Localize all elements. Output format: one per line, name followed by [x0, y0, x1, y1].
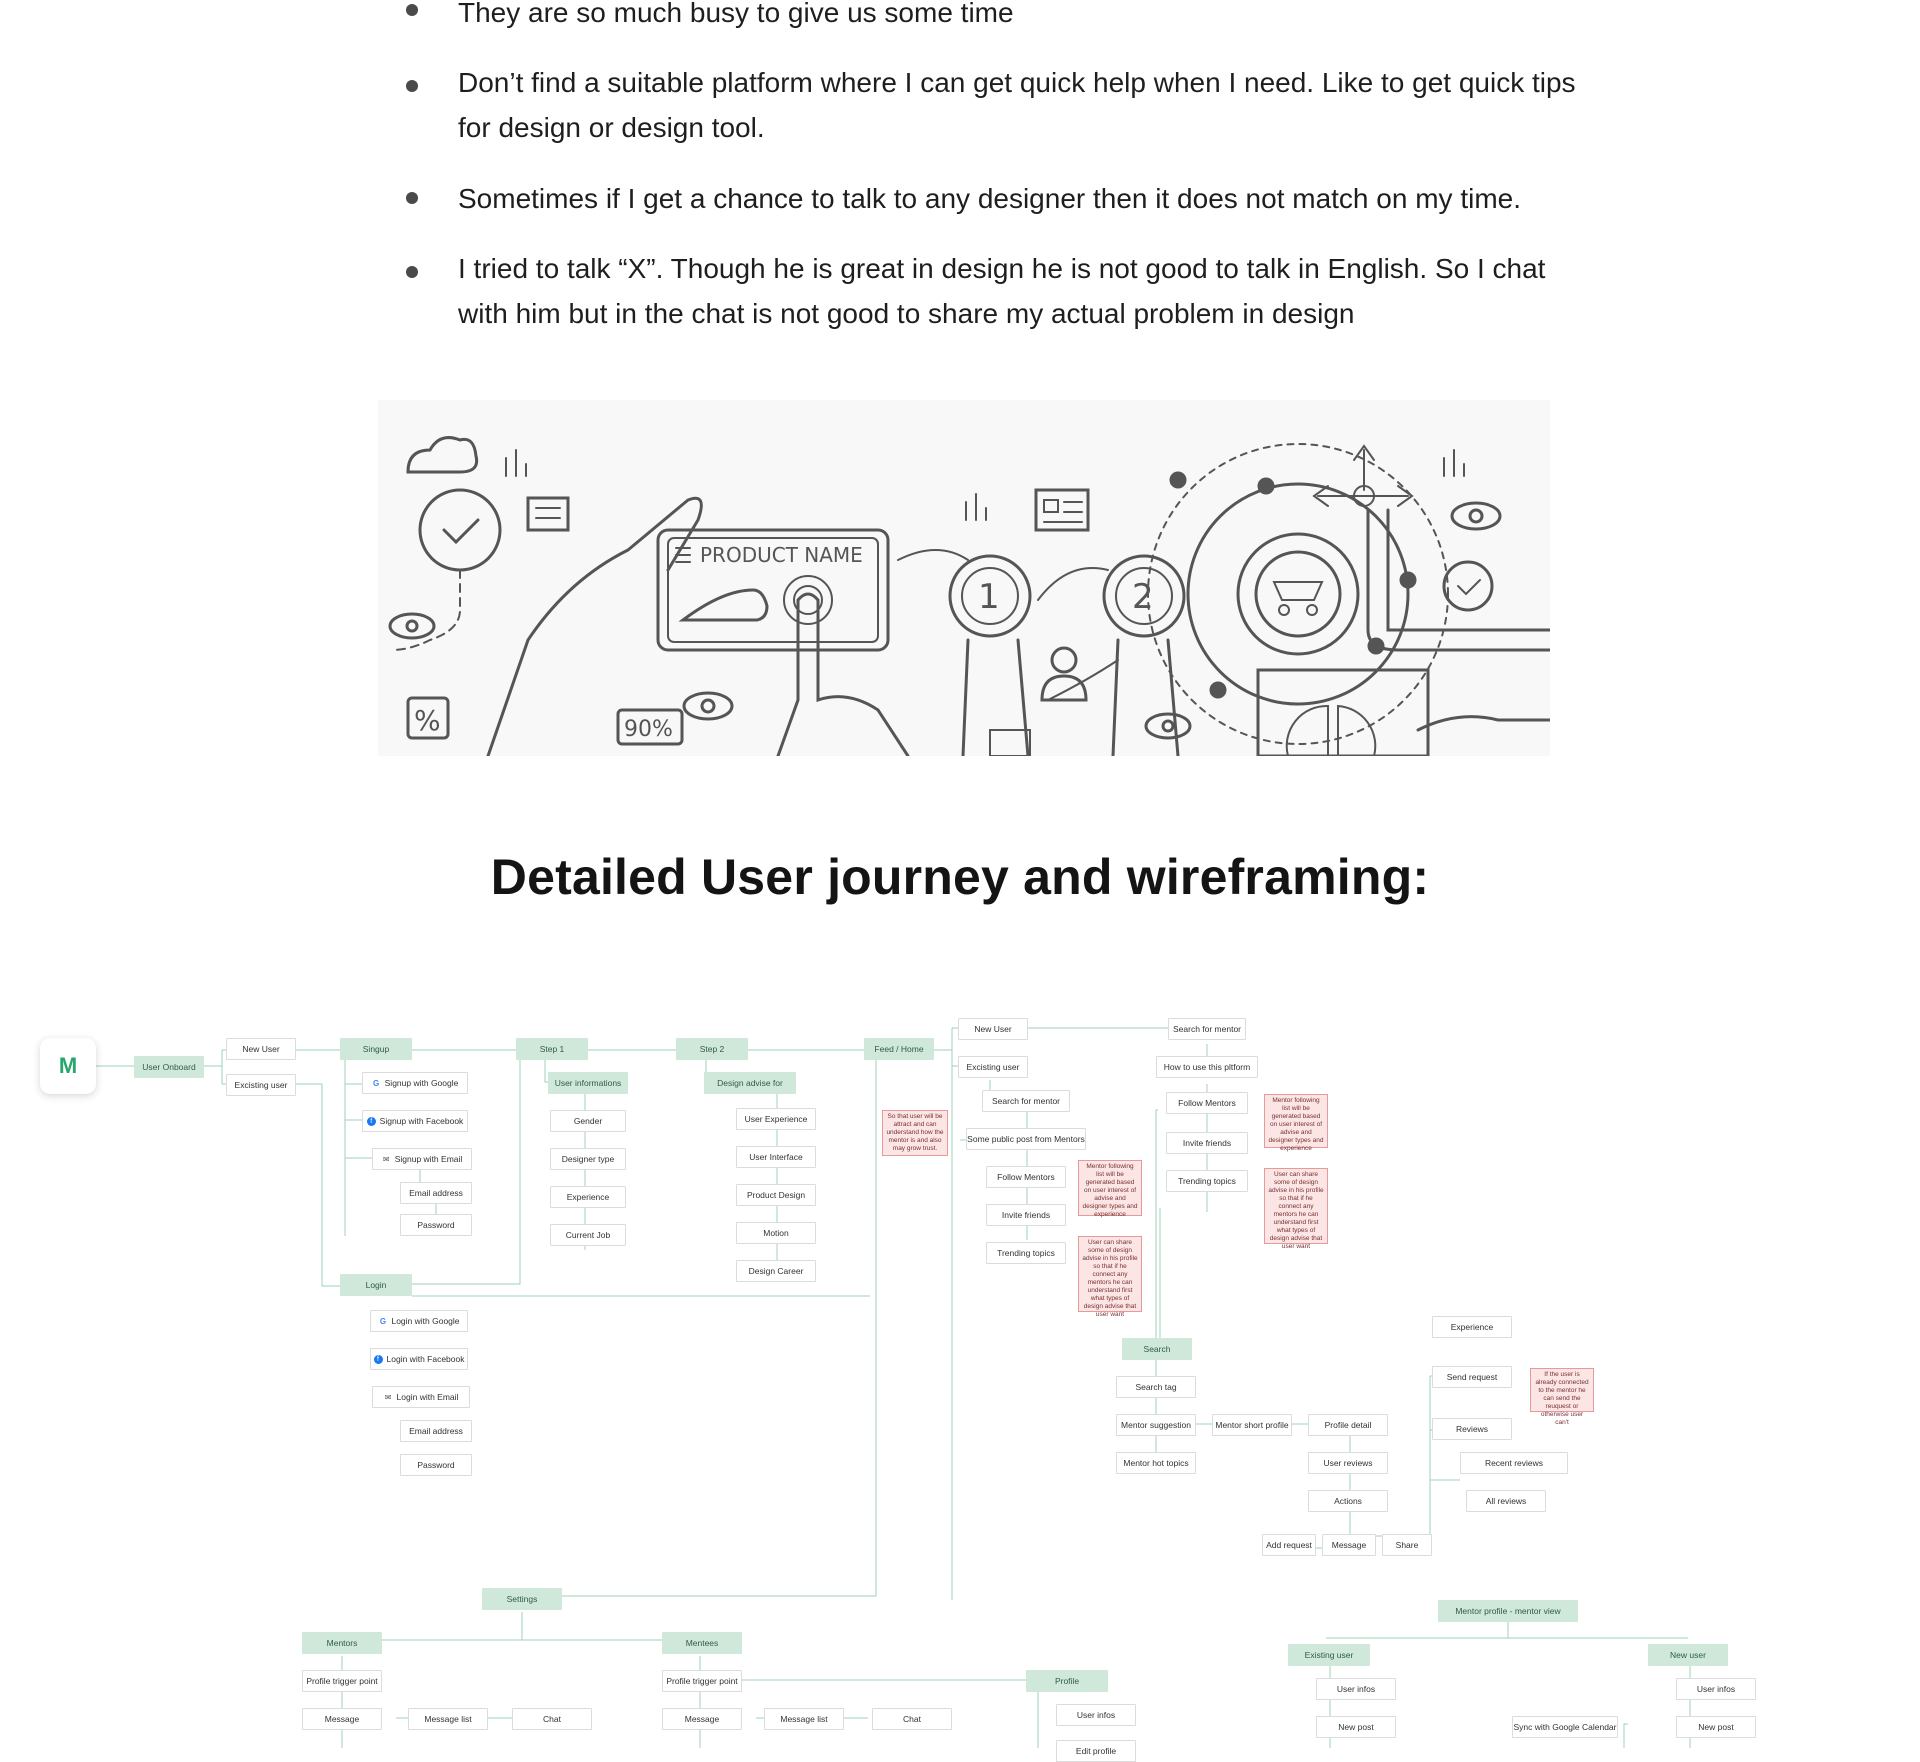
- node-user-infos: User infos: [1056, 1704, 1136, 1726]
- node-email-address: Email address: [400, 1420, 472, 1442]
- node-mentor-short-profile: Mentor short profile: [1212, 1414, 1292, 1436]
- node-password: Password: [400, 1214, 472, 1236]
- node-recent-reviews: Recent reviews: [1460, 1452, 1568, 1474]
- node-new-user: New user: [1648, 1644, 1728, 1666]
- node-message-list: Message list: [764, 1708, 844, 1730]
- node-follow-mentors: Follow Mentors: [986, 1166, 1066, 1188]
- node-follow-mentors: Follow Mentors: [1166, 1092, 1248, 1114]
- note-follow-list: Mentor following list will be generated based on user interest of advise and designer types and experience: [1078, 1160, 1142, 1216]
- node-search-for-mentor: Search for mentor: [982, 1090, 1070, 1112]
- node-reviews: Reviews: [1432, 1418, 1512, 1440]
- node-signup: Singup: [340, 1038, 412, 1060]
- node-signup-email: ✉ Signup with Email: [372, 1148, 472, 1170]
- node-chat: Chat: [872, 1708, 952, 1730]
- node-search-tag: Search tag: [1116, 1376, 1196, 1398]
- cart-icon: [1274, 582, 1322, 615]
- eye-icon: [390, 614, 434, 638]
- node-actions: Actions: [1308, 1490, 1388, 1512]
- node-mentor-suggestion: Mentor suggestion: [1116, 1414, 1196, 1436]
- node-signup-google: G Signup with Google: [362, 1072, 468, 1094]
- node-mentor-hot-topics: Mentor hot topics: [1116, 1452, 1196, 1474]
- document-icon: [528, 498, 568, 530]
- node-share: Share: [1382, 1534, 1432, 1556]
- node-how-to-use: How to use this pltform: [1156, 1056, 1258, 1078]
- node-mentees: Mentees: [662, 1632, 742, 1654]
- node-email-address: Email address: [400, 1182, 472, 1204]
- node-profile-detail: Profile detail: [1308, 1414, 1388, 1436]
- note-already-connected: If the user is already connected to the mentor he can send the reuquest or otherwise user can't: [1530, 1368, 1594, 1412]
- eye-icon: [1452, 503, 1500, 529]
- node-new-user: New User: [958, 1018, 1028, 1040]
- check-circle-icon: [420, 490, 500, 570]
- node-public-post: Some public post from Mentors: [966, 1128, 1086, 1150]
- svg-text:%: %: [414, 704, 441, 737]
- node-profile-trigger: Profile trigger point: [662, 1670, 742, 1692]
- bullet-icon: [406, 4, 418, 16]
- section-title: Detailed User journey and wireframing:: [490, 849, 1430, 905]
- eye-icon: [684, 693, 732, 719]
- person-icon: [1052, 648, 1076, 672]
- facebook-icon: f: [374, 1355, 383, 1364]
- node-signup-facebook: f Signup with Facebook: [362, 1110, 468, 1132]
- node-login-email: ✉ Login with Email: [372, 1386, 470, 1408]
- node-chat: Chat: [512, 1708, 592, 1730]
- eye-icon: [1146, 714, 1190, 738]
- node-mentor-profile-view: Mentor profile - mentor view: [1438, 1600, 1578, 1622]
- node-mentors: Mentors: [302, 1632, 382, 1654]
- mail-icon: ✉: [382, 1154, 390, 1164]
- node-existing-user: Existing user: [1288, 1644, 1370, 1666]
- node-product-design: Product Design: [736, 1184, 816, 1206]
- pie-chart-card: [1258, 670, 1428, 756]
- node-search-for-mentor: Search for mentor: [1168, 1018, 1246, 1040]
- node-all-reviews: All reviews: [1466, 1490, 1546, 1512]
- svg-text:1: 1: [978, 577, 1000, 617]
- move-arrows-icon: [1314, 446, 1412, 506]
- node-login-facebook: f Login with Facebook: [370, 1348, 468, 1370]
- node-send-request: Send request: [1432, 1366, 1512, 1388]
- note-share-advise: User can share some of design advise in his profile so that if he connect any mentors he can understand first what types of design advise that user want: [1264, 1168, 1328, 1244]
- node-feed-home: Feed / Home: [864, 1038, 934, 1060]
- doodle-illustration: [378, 400, 1550, 756]
- node-user-informations: User informations: [548, 1072, 628, 1094]
- bar-chart-icon: [1444, 450, 1464, 476]
- node-profile-trigger: Profile trigger point: [302, 1670, 382, 1692]
- node-trending-topics: Trending topics: [986, 1242, 1066, 1264]
- node-edit-profile: Edit profile: [1056, 1740, 1136, 1762]
- node-step-1: Step 1: [516, 1038, 588, 1060]
- shoe-icon: [683, 590, 767, 620]
- flow-connectors: [0, 1000, 1920, 1748]
- node-user-infos: User infos: [1316, 1678, 1396, 1700]
- node-user-onboard: User Onboard: [134, 1056, 204, 1078]
- node-user-infos: User infos: [1676, 1678, 1756, 1700]
- node-user-interface: User Interface: [736, 1146, 816, 1168]
- node-current-job: Current Job: [550, 1224, 626, 1246]
- google-icon: G: [373, 1078, 380, 1088]
- node-design-career: Design Career: [736, 1260, 816, 1282]
- node-invite-friends: Invite friends: [1166, 1132, 1248, 1154]
- node-experience: Experience: [1432, 1316, 1512, 1338]
- bar-chart-icon: [506, 450, 526, 476]
- svg-text:2: 2: [1132, 577, 1154, 617]
- node-new-post: New post: [1676, 1716, 1756, 1738]
- node-invite-friends: Invite friends: [986, 1204, 1066, 1226]
- node-existing-user: Excisting user: [958, 1056, 1028, 1078]
- svg-text:90%: 90%: [624, 717, 673, 742]
- node-message: Message: [662, 1708, 742, 1730]
- check-circle-icon: [1444, 562, 1492, 610]
- node-user-experience: User Experience: [736, 1108, 816, 1130]
- node-motion: Motion: [736, 1222, 816, 1244]
- node-design-advise-for: Design advise for: [704, 1072, 796, 1094]
- bullet-icon: [406, 192, 418, 204]
- node-profile: Profile: [1026, 1670, 1108, 1692]
- node-settings: Settings: [482, 1588, 562, 1610]
- bar-chart-icon: [966, 494, 986, 520]
- note-share-advise: User can share some of design advise in his profile so that if he connect any mentors he can understand first what types of design advise that user want: [1078, 1236, 1142, 1312]
- node-existing-user: Excisting user: [226, 1074, 296, 1096]
- note-attract: So that user will be attract and can understand how the mentor is and also may grow trust.: [882, 1110, 948, 1156]
- cloud-icon: [408, 438, 477, 472]
- app-logo: M: [40, 1038, 96, 1094]
- bullet-icon: [406, 266, 418, 278]
- node-message: Message: [302, 1708, 382, 1730]
- node-sync-calendar: Sync with Google Calendar: [1512, 1716, 1618, 1738]
- google-icon: G: [379, 1316, 387, 1326]
- node-new-user: New User: [226, 1038, 296, 1060]
- node-message: Message: [1322, 1534, 1376, 1556]
- node-add-request: Add request: [1262, 1534, 1316, 1556]
- node-gender: Gender: [550, 1110, 626, 1132]
- mail-icon: ✉: [384, 1392, 392, 1402]
- bullet-icon: [406, 80, 418, 92]
- node-search: Search: [1122, 1338, 1192, 1360]
- node-experience: Experience: [550, 1186, 626, 1208]
- node-login-google: G Login with Google: [370, 1310, 468, 1332]
- node-login: Login: [340, 1274, 412, 1296]
- facebook-icon: f: [367, 1117, 376, 1126]
- node-trending-topics: Trending topics: [1166, 1170, 1248, 1192]
- node-user-reviews: User reviews: [1308, 1452, 1388, 1474]
- note-follow-list: Mentor following list will be generated based on user interest of advise and designer types and experience: [1264, 1094, 1328, 1148]
- node-step-2: Step 2: [676, 1038, 748, 1060]
- node-designer-type: Designer type: [550, 1148, 626, 1170]
- node-message-list: Message list: [408, 1708, 488, 1730]
- node-new-post: New post: [1316, 1716, 1396, 1738]
- node-password: Password: [400, 1454, 472, 1476]
- svg-text:PRODUCT NAME: PRODUCT NAME: [700, 543, 863, 567]
